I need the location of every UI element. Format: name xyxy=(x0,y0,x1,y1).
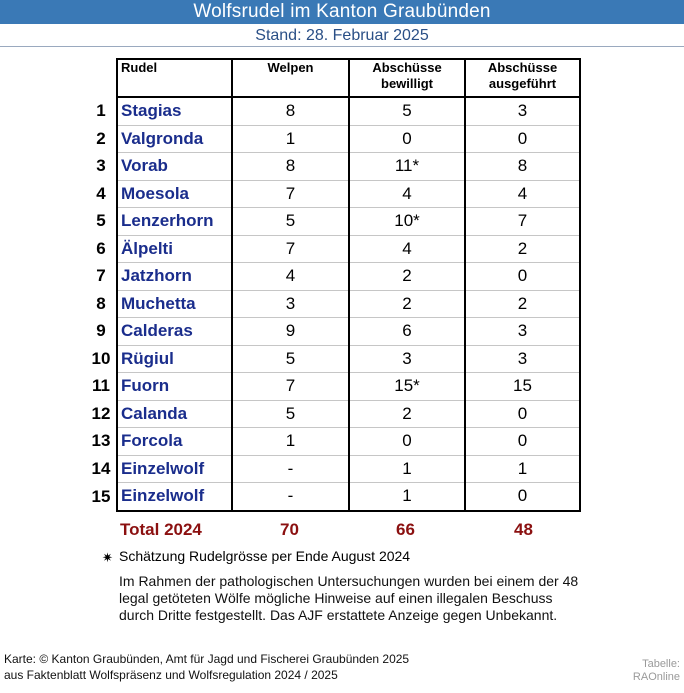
row-ausgefuehrt: 4 xyxy=(465,180,580,208)
row-welpen: 7 xyxy=(232,235,349,263)
table-body xyxy=(86,97,580,511)
row-welpen: - xyxy=(232,483,349,511)
row-index: 15 xyxy=(91,486,111,506)
row-welpen: 7 xyxy=(232,373,349,401)
row-bewilligt: 5 xyxy=(349,97,465,125)
table-row xyxy=(86,290,580,318)
page-subtitle: Stand: 28. Februar 2025 xyxy=(0,25,684,47)
table-row xyxy=(86,180,580,208)
table-row xyxy=(86,483,580,511)
header-rudel: Rudel xyxy=(117,59,232,97)
table-row xyxy=(86,345,580,373)
row-pack-name: Stagias xyxy=(117,97,232,125)
row-pack-name: Calanda xyxy=(117,400,232,428)
row-welpen: 5 xyxy=(232,208,349,236)
table-row xyxy=(86,428,580,456)
wolf-pack-table xyxy=(86,58,581,512)
table-row xyxy=(86,208,580,236)
header-ausgefuehrt-line2: ausgeführt xyxy=(488,76,557,91)
row-ausgefuehrt: 2 xyxy=(465,290,580,318)
totals-label: Total 2024 xyxy=(120,520,202,539)
row-welpen: 3 xyxy=(232,290,349,318)
table-row xyxy=(86,455,580,483)
row-ausgefuehrt: 2 xyxy=(465,235,580,263)
row-index: 8 xyxy=(96,293,106,313)
source-footer xyxy=(4,651,409,683)
row-pack-name: Einzelwolf xyxy=(117,483,232,511)
row-welpen: 8 xyxy=(232,97,349,125)
row-pack-name: Lenzerhorn xyxy=(117,208,232,236)
row-ausgefuehrt: 0 xyxy=(465,125,580,153)
header-bewilligt-line1: Abschüsse xyxy=(372,60,442,75)
credit-line-2: RAOnline xyxy=(632,671,680,683)
table-row xyxy=(86,125,580,153)
row-bewilligt: 2 xyxy=(349,290,465,318)
row-bewilligt: 15* xyxy=(349,373,465,401)
row-pack-name: Rügiul xyxy=(117,345,232,373)
row-pack-name: Moesola xyxy=(117,180,232,208)
row-welpen: 7 xyxy=(232,180,349,208)
row-ausgefuehrt: 0 xyxy=(465,400,580,428)
table-header-row xyxy=(86,59,580,97)
row-pack-name: Jatzhorn xyxy=(117,263,232,291)
header-ausgefuehrt xyxy=(465,59,580,97)
totals-bewilligt: 66 xyxy=(396,520,415,539)
row-ausgefuehrt: 0 xyxy=(465,263,580,291)
header-index xyxy=(86,59,117,97)
row-bewilligt: 4 xyxy=(349,180,465,208)
row-welpen: 8 xyxy=(232,153,349,181)
row-ausgefuehrt: 3 xyxy=(465,318,580,346)
header-bewilligt xyxy=(349,59,465,97)
row-pack-name: Fuorn xyxy=(117,373,232,401)
row-ausgefuehrt: 0 xyxy=(465,428,580,456)
credit-line-1: Tabelle: xyxy=(642,658,680,670)
table-row xyxy=(86,97,580,125)
row-index: 6 xyxy=(96,238,106,258)
row-bewilligt: 1 xyxy=(349,455,465,483)
row-bewilligt: 6 xyxy=(349,318,465,346)
row-welpen: 9 xyxy=(232,318,349,346)
row-bewilligt: 11* xyxy=(349,153,465,181)
row-ausgefuehrt: 8 xyxy=(465,153,580,181)
row-ausgefuehrt: 3 xyxy=(465,345,580,373)
row-ausgefuehrt: 3 xyxy=(465,97,580,125)
row-welpen: 4 xyxy=(232,263,349,291)
row-index: 3 xyxy=(96,156,106,176)
row-welpen: 1 xyxy=(232,428,349,456)
row-index: 10 xyxy=(91,348,111,368)
header-welpen: Welpen xyxy=(232,59,349,97)
table-row xyxy=(86,153,580,181)
row-index: 9 xyxy=(96,321,106,341)
row-welpen: - xyxy=(232,455,349,483)
footnote-asterisk-icon: ✷ xyxy=(102,550,113,565)
row-bewilligt: 2 xyxy=(349,400,465,428)
row-ausgefuehrt: 1 xyxy=(465,455,580,483)
table-credit xyxy=(633,658,680,684)
row-pack-name: Älpelti xyxy=(117,235,232,263)
row-index: 1 xyxy=(96,101,106,120)
totals-ausgefuehrt: 48 xyxy=(514,520,533,539)
row-index: 4 xyxy=(96,183,106,203)
row-pack-name: Muchetta xyxy=(117,290,232,318)
row-index: 14 xyxy=(91,458,111,478)
table-row xyxy=(86,235,580,263)
row-pack-name: Einzelwolf xyxy=(117,455,232,483)
row-welpen: 5 xyxy=(232,400,349,428)
row-ausgefuehrt: 0 xyxy=(465,483,580,511)
table-row xyxy=(86,400,580,428)
row-index: 5 xyxy=(96,211,106,231)
row-welpen: 5 xyxy=(232,345,349,373)
row-bewilligt: 0 xyxy=(349,428,465,456)
row-index: 12 xyxy=(91,403,111,423)
row-pack-name: Valgronda xyxy=(117,125,232,153)
source-line-1: Karte: © Kanton Graubünden, Amt für Jagd und Fischerei Graubünden 2025 xyxy=(4,652,410,666)
row-index: 11 xyxy=(92,376,110,396)
table-row xyxy=(86,318,580,346)
row-pack-name: Calderas xyxy=(117,318,232,346)
header-ausgefuehrt-line1: Abschüsse xyxy=(487,60,558,75)
row-ausgefuehrt: 7 xyxy=(465,208,580,236)
row-index: 13 xyxy=(91,431,111,451)
header-bewilligt-line2: bewilligt xyxy=(381,76,433,91)
row-bewilligt: 4 xyxy=(349,235,465,263)
totals-welpen: 70 xyxy=(280,520,299,539)
row-pack-name: Vorab xyxy=(117,153,232,181)
row-welpen: 1 xyxy=(232,125,349,153)
footnote-text: Schätzung Rudelgrösse per Ende August 2024 xyxy=(119,548,411,564)
row-ausgefuehrt: 15 xyxy=(465,373,580,401)
row-bewilligt: 2 xyxy=(349,263,465,291)
source-line-2: aus Faktenblatt Wolfspräsenz und Wolfsregulation 2024 / 2025 xyxy=(4,668,338,682)
table-row xyxy=(86,263,580,291)
row-bewilligt: 1 xyxy=(349,483,465,511)
row-pack-name: Forcola xyxy=(117,428,232,456)
note-paragraph: Im Rahmen der pathologischen Untersuchungen wurden bei einem der 48 legal getöteten Wölfe mögliche Hinweise auf einen illegalen Beschuss durch Dritte festgestellt. Das AJF erstattete Anzeige gegen Unbekannt. xyxy=(119,573,579,623)
table-row xyxy=(86,373,580,401)
row-bewilligt: 0 xyxy=(349,125,465,153)
page-title: Wolfsrudel im Kanton Graubünden xyxy=(0,0,684,24)
row-bewilligt: 10* xyxy=(349,208,465,236)
row-index: 2 xyxy=(96,128,106,148)
row-index: 7 xyxy=(96,266,106,286)
row-bewilligt: 3 xyxy=(349,345,465,373)
